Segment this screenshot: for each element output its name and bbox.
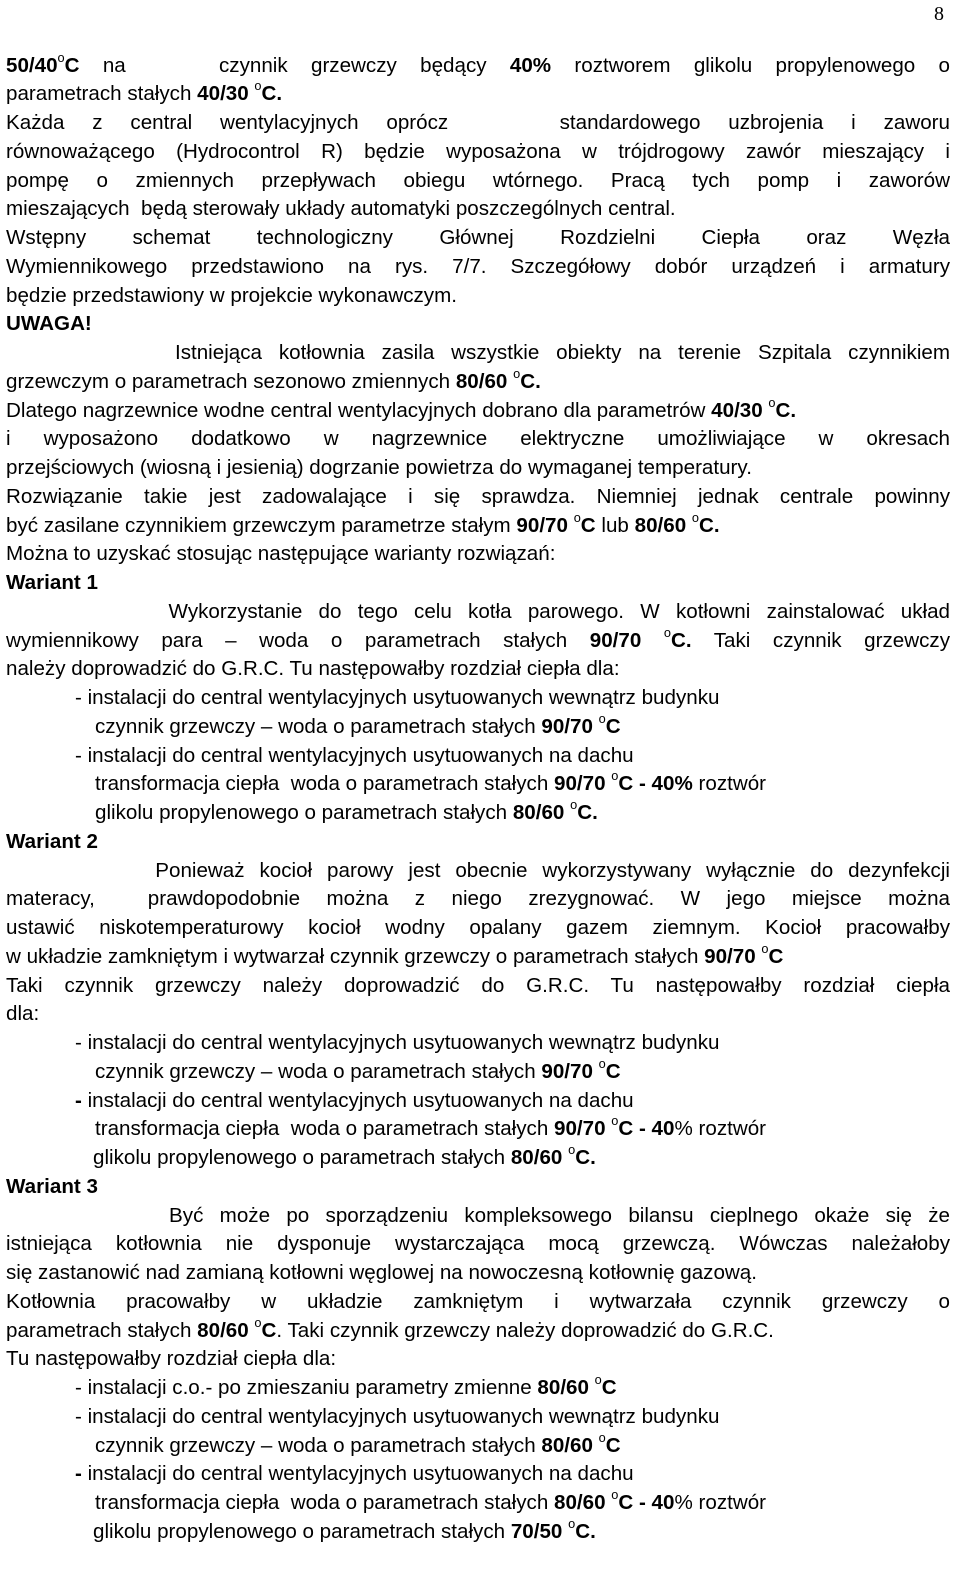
text-line xyxy=(95,1429,621,1460)
degree-superscript: o xyxy=(254,1314,262,1330)
text-line xyxy=(6,339,950,367)
bold-text: 90/70 xyxy=(704,944,762,968)
degree-superscript: o xyxy=(57,49,65,65)
text-line xyxy=(6,253,950,281)
bold-text: C xyxy=(64,53,80,77)
degree-superscript: o xyxy=(691,509,699,525)
text-line xyxy=(95,799,598,827)
text-span: mieszających będą sterowały układy automatyki poszczególnych central. xyxy=(6,197,676,221)
text-line xyxy=(6,857,950,885)
bold-text: C. xyxy=(670,628,692,652)
text-line xyxy=(6,195,676,223)
text-line xyxy=(6,655,620,683)
bold-text: C xyxy=(601,1376,617,1399)
bold-text: C. xyxy=(575,1146,596,1169)
bold-text: C xyxy=(580,513,596,537)
text-span: - instalacji do central wentylacyjnych usytuowanych wewnątrz budynku xyxy=(75,1031,720,1054)
bold-text: C. xyxy=(575,1519,596,1543)
text-line xyxy=(75,1087,634,1115)
text-line xyxy=(75,1374,617,1402)
text-line xyxy=(6,167,950,195)
text-span: glikolu propylenowego o parametrach stałych xyxy=(93,1519,511,1543)
text-line xyxy=(6,972,950,1000)
text-span: dla: xyxy=(6,1002,40,1026)
text-span: istniejąca kotłownia nie dysponuje wystarczająca mocą grzewczą. Wówczas należałoby xyxy=(6,1232,950,1256)
text-span: transformacja ciepła woda o parametrach stałych xyxy=(95,1491,554,1514)
text-line xyxy=(6,425,950,453)
text-span: Dlatego nagrzewnice wodne central wentylacyjnych dobrano dla parametrów xyxy=(6,398,712,422)
degree-superscript: o xyxy=(254,78,262,94)
text-span: przejściowych (wiosną i jesienią) dogrzanie powietrza do wymaganej temperatury. xyxy=(6,456,752,479)
bold-text: C. xyxy=(261,82,283,106)
bold-text: UWAGA! xyxy=(6,312,92,336)
text-line xyxy=(93,1144,596,1172)
bold-text: 90/70 xyxy=(541,1059,599,1083)
text-span: - instalacji c.o.- po zmieszaniu parametry zmienne xyxy=(75,1376,538,1399)
degree-superscript: o xyxy=(573,509,581,525)
bold-text: 80/60 xyxy=(541,1433,599,1457)
bold-text: 80/60 xyxy=(512,801,571,824)
text-span: wymiennikowy para – woda o parametrach stałych xyxy=(6,628,590,652)
text-line xyxy=(6,1314,774,1345)
bold-text: C. xyxy=(520,369,541,393)
bold-text: 90/70 xyxy=(541,714,599,738)
text-span: Tu następowałby rozdział ciepła dla: xyxy=(6,1347,337,1371)
text-line xyxy=(95,1115,766,1143)
text-span: się zastanowić nad zamianą kotłowni węglowej na nowoczesną kotłownię gazową. xyxy=(6,1261,757,1284)
text-line xyxy=(95,1489,766,1517)
text-line xyxy=(6,80,282,108)
bold-text: C xyxy=(605,1433,621,1457)
text-span: Taki czynnik grzewczy xyxy=(691,628,950,652)
text-span: Taki czynnik grzewczy należy doprowadzić do G.R.C. Tu następowałby rozdział ciepła xyxy=(6,973,950,997)
text-span: - instalacji do central wentylacyjnych usytuowanych wewnątrz budynku xyxy=(75,1404,720,1428)
text-line xyxy=(6,394,797,425)
bold-text: Wariant 3 xyxy=(6,1174,98,1198)
bold-text: C. xyxy=(577,801,598,824)
text-line xyxy=(6,454,752,482)
text-span: Każda z central wentylacyjnych oprócz standardowego uzbrojenia i zaworu xyxy=(6,111,950,134)
bold-text: 80/60 xyxy=(537,1376,595,1399)
text-line xyxy=(6,1202,950,1230)
text-line xyxy=(6,282,457,310)
bold-text: - xyxy=(75,1088,82,1112)
text-span: czynnik grzewczy – woda o parametrach stałych xyxy=(95,714,542,738)
text-span: transformacja ciepła woda o parametrach stałych xyxy=(95,772,554,796)
text-span: - instalacji do central wentylacyjnych usytuowanych na dachu xyxy=(75,743,634,767)
bold-text: C - 40% xyxy=(618,772,693,796)
text-line xyxy=(6,1288,950,1316)
degree-superscript: o xyxy=(568,1515,576,1531)
text-span: parametrach stałych xyxy=(6,1318,198,1342)
text-line xyxy=(75,1029,719,1057)
text-line xyxy=(6,885,950,913)
text-span: roztworem glikolu propylenowego o xyxy=(551,53,950,77)
page-number: 8 xyxy=(934,3,944,25)
bold-text: C - 40 xyxy=(618,1117,675,1141)
text-span: Wymiennikowego przedstawiono na rys. 7/7. Szczegółowy dobór urządzeń i armatury xyxy=(6,254,950,278)
bold-text: 70/50 xyxy=(510,1519,569,1543)
text-span: - instalacji do central wentylacyjnych usytuowanych wewnątrz budynku xyxy=(75,686,720,709)
text-line xyxy=(6,1230,950,1258)
degree-superscript: o xyxy=(598,1429,606,1445)
text-span: % roztwór xyxy=(674,1117,767,1141)
bold-text: 80/60 xyxy=(554,1491,612,1514)
text-span: pompę o zmiennych przepływach obiegu wtórnego. Pracą tych pomp i zaworów xyxy=(6,168,950,192)
bold-text: 40% xyxy=(509,53,552,77)
text-line xyxy=(6,49,950,80)
degree-superscript: o xyxy=(611,1487,619,1503)
text-line xyxy=(75,1460,634,1488)
text-span: należy doprowadzić do G.R.C. Tu następowałby rozdział ciepła dla: xyxy=(6,657,620,681)
text-span: Wstępny schemat technologiczny Głównej Rozdzielni Ciepła oraz Węzła xyxy=(6,226,950,249)
bold-text: C xyxy=(261,1318,277,1342)
bold-text: 90/70 xyxy=(589,628,664,652)
text-line xyxy=(95,710,621,741)
text-span: Ponieważ kocioł parowy jest obecnie wykorzystywany wyłącznie do dezynfekcji xyxy=(6,858,950,882)
text-span: % roztwór xyxy=(674,1491,767,1514)
text-span: instalacji do central wentylacyjnych usytuowanych na dachu xyxy=(81,1462,634,1486)
text-span: lub xyxy=(595,513,635,537)
bold-text: 40/30 xyxy=(711,398,769,422)
text-line xyxy=(75,1403,719,1431)
text-line xyxy=(6,1345,336,1373)
text-line xyxy=(75,742,634,770)
text-line xyxy=(6,310,92,338)
text-line xyxy=(6,1000,39,1028)
text-span: Kotłownia pracowałby w układzie zamkniętym i wytwarzała czynnik grzewczy o xyxy=(6,1289,950,1313)
degree-superscript: o xyxy=(513,365,521,381)
bold-text: C. xyxy=(698,513,720,537)
bold-text: C xyxy=(768,944,784,968)
text-span: . Taki czynnik grzewczy należy doprowadzić do G.R.C. xyxy=(276,1318,774,1342)
degree-superscript: o xyxy=(598,1055,606,1071)
text-span: transformacja ciepła woda o parametrach stałych xyxy=(95,1117,554,1141)
bold-text: 80/60 xyxy=(455,369,514,393)
degree-superscript: o xyxy=(611,1113,619,1129)
text-line xyxy=(6,828,98,856)
text-span: będzie przedstawiony w projekcie wykonawczym. xyxy=(6,283,457,307)
bold-text: Wariant 1 xyxy=(6,571,98,594)
text-span: Wykorzystanie do tego celu kotła parowego. W kotłowni zainstalować układ xyxy=(6,599,950,623)
text-span: parametrach stałych xyxy=(6,82,198,106)
bold-text: 80/60 xyxy=(634,513,692,537)
bold-text: - xyxy=(75,1462,82,1486)
text-span: równoważącego (Hydrocontrol R) będzie wyposażona w trójdrogowy zawór mieszający i xyxy=(6,139,950,163)
text-line xyxy=(6,569,98,597)
degree-superscript: o xyxy=(570,797,578,813)
degree-superscript: o xyxy=(568,1142,576,1158)
text-span: w układzie zamkniętym i wytwarzał czynnik grzewczy o parametrach stałych xyxy=(6,944,705,968)
degree-superscript: o xyxy=(768,394,776,410)
text-line xyxy=(6,624,950,655)
text-span: grzewczym o parametrach sezonowo zmiennych xyxy=(6,369,456,393)
text-line xyxy=(6,540,555,568)
text-span: instalacji do central wentylacyjnych usytuowanych na dachu xyxy=(81,1088,634,1112)
text-span: Być może po sporządzeniu kompleksowego bilansu cieplnego okaże się że xyxy=(6,1203,950,1227)
degree-superscript: o xyxy=(611,768,619,784)
text-line xyxy=(6,1259,757,1287)
text-span: glikolu propylenowego o parametrach stałych xyxy=(95,801,513,824)
text-span: Można to uzyskać stosując następujące warianty rozwiązań: xyxy=(6,542,556,566)
bold-text: C xyxy=(605,714,621,738)
bold-text: 50/40 xyxy=(6,53,58,77)
degree-superscript: o xyxy=(761,940,769,956)
bold-text: 90/70 xyxy=(554,772,612,796)
text-line xyxy=(6,940,784,971)
text-line xyxy=(6,483,950,511)
text-span: glikolu propylenowego o parametrach stałych xyxy=(93,1146,511,1169)
degree-superscript: o xyxy=(594,1372,602,1388)
text-line xyxy=(75,684,719,712)
text-span: materacy, prawdopodobnie można z niego zrezygnować. W jego miejsce można xyxy=(6,887,950,911)
bold-text: 80/60 xyxy=(510,1146,569,1169)
bold-text: 90/70 xyxy=(516,513,574,537)
bold-text: 80/60 xyxy=(197,1318,255,1342)
text-line xyxy=(95,770,766,798)
bold-text: 40/30 xyxy=(197,82,255,106)
text-line xyxy=(6,138,950,166)
text-line xyxy=(6,224,950,252)
text-span: być zasilane czynnikiem grzewczym parametrze stałym xyxy=(6,513,517,537)
text-line xyxy=(6,509,720,540)
bold-text: C. xyxy=(775,398,797,422)
bold-text: C - 40 xyxy=(618,1491,675,1514)
text-line xyxy=(6,598,950,626)
bold-text: C xyxy=(605,1059,621,1083)
degree-superscript: o xyxy=(598,710,606,726)
text-span: czynnik grzewczy – woda o parametrach stałych xyxy=(95,1059,542,1083)
text-line xyxy=(6,109,950,137)
degree-superscript: o xyxy=(663,624,671,640)
text-line xyxy=(6,365,541,396)
text-line xyxy=(6,1173,98,1201)
text-line xyxy=(95,1055,621,1086)
text-line xyxy=(93,1515,596,1546)
text-span: i wyposażono dodatkowo w nagrzewnice elektryczne umożliwiające w okresach xyxy=(6,427,950,451)
text-span: czynnik grzewczy – woda o parametrach stałych xyxy=(95,1433,542,1457)
bold-text: Wariant 2 xyxy=(6,829,98,853)
text-span: Istniejąca kotłownia zasila wszystkie obiekty na terenie Szpitala czynnikiem xyxy=(6,341,950,364)
text-line xyxy=(6,914,950,942)
text-span: na czynnik grzewczy będący xyxy=(79,53,510,77)
text-span: ustawić niskotemperaturowy kocioł wodny opalany gazem ziemnym. Kocioł pracowałby xyxy=(6,916,950,939)
text-span: Rozwiązanie takie jest zadowalające i się sprawdza. Niemniej jednak centrale powinny xyxy=(6,484,950,508)
text-span: roztwór xyxy=(692,772,767,796)
bold-text: 90/70 xyxy=(554,1117,612,1141)
